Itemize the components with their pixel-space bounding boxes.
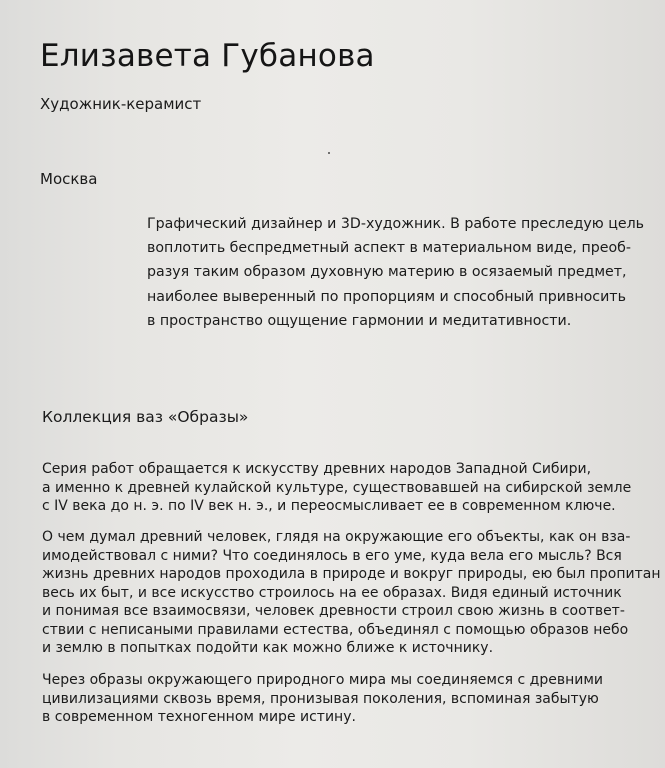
paragraph-line: цивилизациями сквозь время, пронизывая поколения, вспоминая забытую <box>42 690 599 707</box>
bio-line: наиболее выверенный по пропорциям и способный привносить <box>147 288 626 305</box>
paragraph-line: Серия работ обращается к искусству древних народов Западной Сибири, <box>42 461 592 477</box>
bio-line: в пространство ощущение гармонии и медитативности. <box>147 312 572 329</box>
collection-paragraph-1 <box>42 460 642 516</box>
paragraph-line: ствии с неписаными правилами естества, объединял с помощью образов небо <box>42 621 629 638</box>
dust-speck <box>328 152 330 154</box>
bio-line: воплотить беспредметный аспект в материальном виде, преоб- <box>147 240 632 257</box>
collection-title: Коллекция ваз «Образы» <box>42 408 249 426</box>
artist-city: Москва <box>40 170 98 188</box>
artist-bio <box>147 212 647 333</box>
paragraph-line: Через образы окружающего природного мира мы соединяемся с древними <box>42 672 604 688</box>
artist-name: Елизавета Губанова <box>40 38 375 74</box>
paragraph-line: и понимая все взаимосвязи, человек древности строил свою жизнь в соответ- <box>42 603 625 619</box>
paragraph-line: имодействовал с ними? Что соединялось в его уме, куда вела его мысль? Вся <box>42 547 622 564</box>
paragraph-line: в современном техногенном мире истину. <box>42 709 356 725</box>
paragraph-line: жизнь древних народов проходила в природе и вокруг природы, ею был пропитан <box>42 566 661 582</box>
paragraph-line: с IV века до н. э. по IV век н. э., и переосмысливает ее в современном ключе. <box>42 498 616 514</box>
paragraph-line: и землю в попытках подойти как можно ближе к источнику. <box>42 640 494 656</box>
collection-paragraph-3 <box>42 671 642 727</box>
artist-role: Художник-керамист <box>40 95 202 113</box>
bio-line: Графический дизайнер и 3D-художник. В работе преследую цель <box>147 216 645 232</box>
paragraph-line: весь их быт, и все искусство строилось на ее образах. Видя единый источник <box>42 584 622 601</box>
bio-line: разуя таким образом духовную материю в осязаемый предмет, <box>147 264 627 281</box>
paragraph-line: а именно к древней кулайской культуре, существовавшей на сибирской земле <box>42 479 632 496</box>
collection-paragraph-2 <box>42 528 661 658</box>
paragraph-line: О чем думал древний человек, глядя на окружающие его объекты, как он вза- <box>42 529 631 545</box>
